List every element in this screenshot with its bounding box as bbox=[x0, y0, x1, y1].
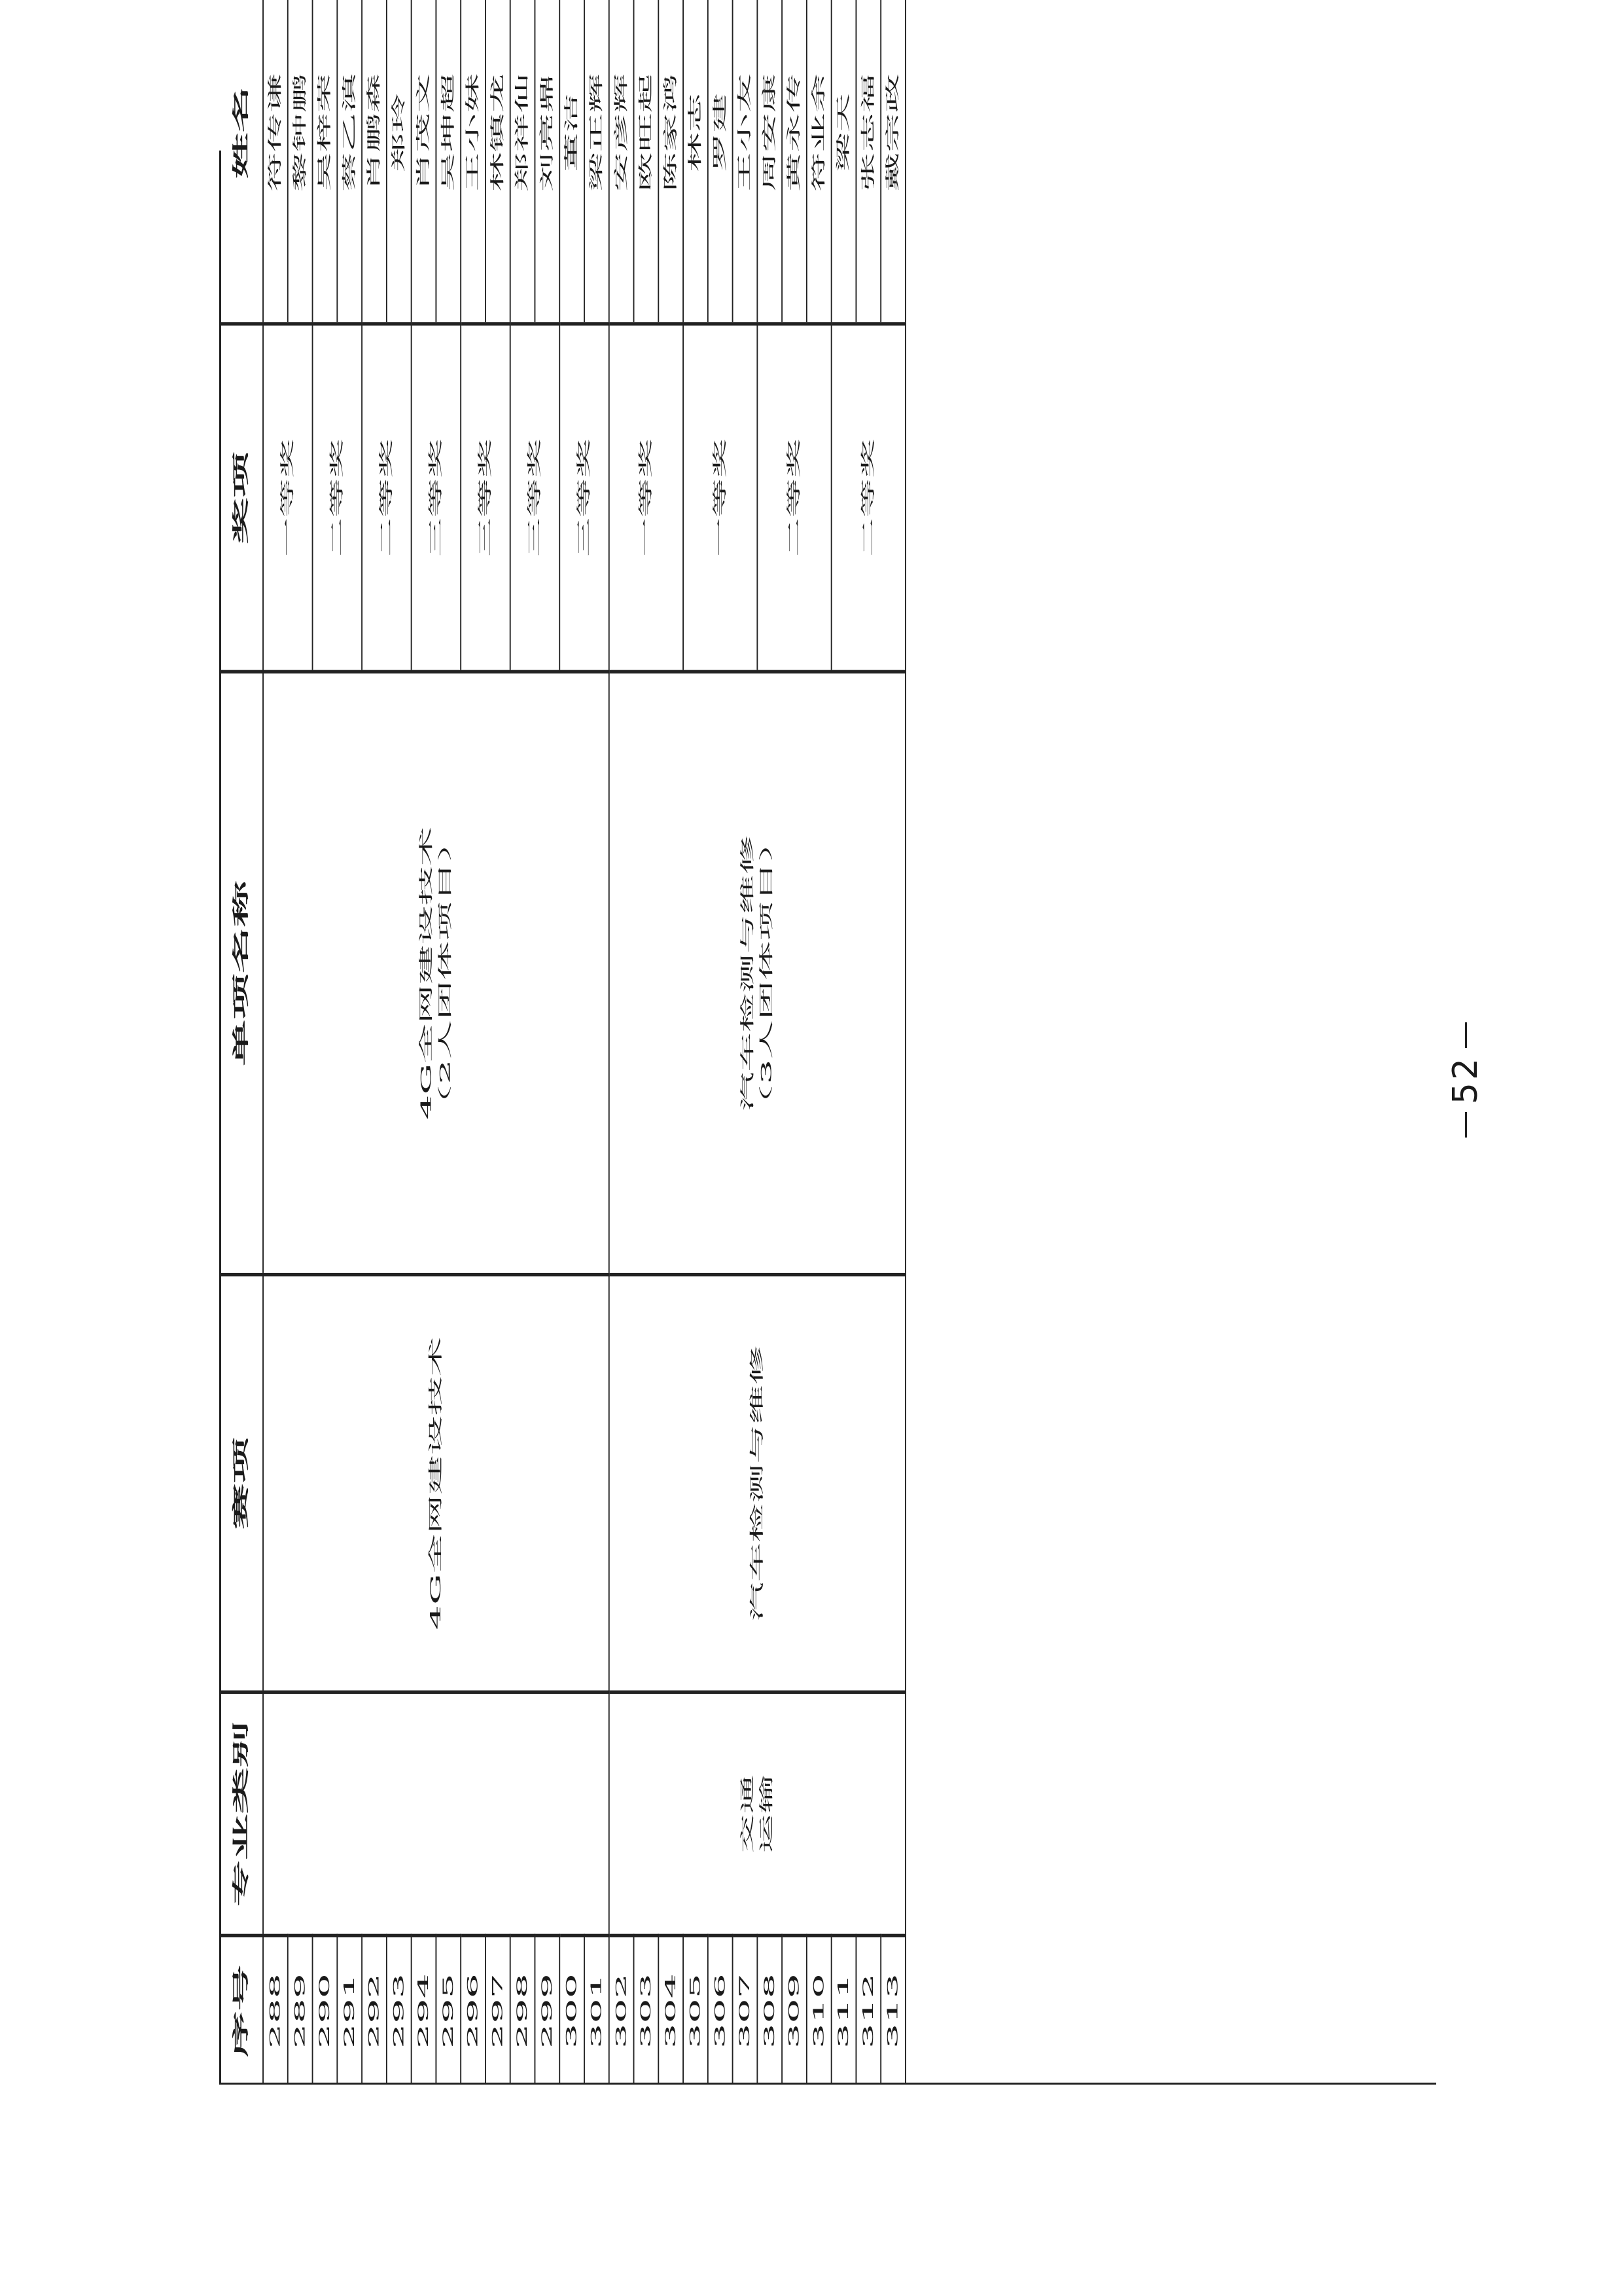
award-cell: 三等奖 bbox=[560, 322, 610, 670]
page-number-text: 52 bbox=[1446, 1055, 1485, 1105]
seq-cell: 303 bbox=[634, 1934, 659, 2085]
seq-cell: 300 bbox=[560, 1934, 585, 2085]
award-cell: 二等奖 bbox=[832, 322, 906, 670]
seq-cell: 305 bbox=[684, 1934, 709, 2085]
name-cell: 黄永传 bbox=[783, 0, 807, 322]
header-category: 专业类别 bbox=[219, 1691, 264, 1934]
seq-cell: 296 bbox=[461, 1934, 486, 2085]
award-cell: 二等奖 bbox=[313, 322, 363, 670]
seq-cell: 288 bbox=[264, 1934, 289, 2085]
name-cell: 符业余 bbox=[807, 0, 832, 322]
seq-cell: 306 bbox=[709, 1934, 733, 2085]
award-cell: 二等奖 bbox=[758, 322, 832, 670]
awards-table bbox=[219, 0, 906, 2085]
name-cell: 刘亮鼎 bbox=[535, 0, 560, 322]
award-cell: 三等奖 bbox=[412, 322, 462, 670]
name-cell: 梁正辉 bbox=[585, 0, 610, 322]
name-cell: 王小妹 bbox=[461, 0, 486, 322]
item-cell: 4G全网建设技术 （2人团体项目） bbox=[264, 670, 610, 1273]
dash-left bbox=[1465, 1112, 1467, 1138]
seq-cell: 307 bbox=[733, 1934, 758, 2085]
award-cell: 三等奖 bbox=[511, 322, 561, 670]
seq-cell: 294 bbox=[412, 1934, 437, 2085]
name-cell: 肖鹏森 bbox=[362, 0, 387, 322]
name-cell: 蔡乙滇 bbox=[338, 0, 362, 322]
header-award: 奖项 bbox=[219, 322, 264, 670]
seq-cell: 302 bbox=[610, 1934, 635, 2085]
seq-cell: 298 bbox=[511, 1934, 536, 2085]
name-cell: 吴梓荣 bbox=[313, 0, 338, 322]
item-cell: 汽车检测与维修 （3人团体项目） bbox=[610, 670, 906, 1273]
header-name: 姓名 bbox=[219, 0, 264, 322]
name-cell: 戴宗政 bbox=[881, 0, 906, 322]
header-event: 赛项 bbox=[219, 1273, 264, 1691]
name-cell: 林镇龙 bbox=[486, 0, 511, 322]
seq-cell: 295 bbox=[436, 1934, 461, 2085]
dash-right bbox=[1465, 1022, 1467, 1048]
seq-cell: 292 bbox=[362, 1934, 387, 2085]
rotated-page bbox=[219, 73, 1436, 2085]
seq-cell: 304 bbox=[659, 1934, 684, 2085]
name-cell: 符传谦 bbox=[264, 0, 289, 322]
event-cell: 汽车检测与维修 bbox=[610, 1273, 906, 1691]
name-cell: 张志福 bbox=[856, 0, 881, 322]
award-cell: 一等奖 bbox=[610, 322, 684, 670]
seq-cell: 297 bbox=[486, 1934, 511, 2085]
event-cell: 4G全网建设技术 bbox=[264, 1273, 610, 1691]
seq-cell: 290 bbox=[313, 1934, 338, 2085]
seq-cell: 293 bbox=[387, 1934, 412, 2085]
seq-cell: 308 bbox=[758, 1934, 783, 2085]
award-cell: 一等奖 bbox=[264, 322, 313, 670]
category-cell bbox=[264, 1691, 610, 1934]
name-cell: 董洁 bbox=[560, 0, 585, 322]
header-seq: 序号 bbox=[219, 1934, 264, 2085]
name-cell: 郑玲 bbox=[387, 0, 412, 322]
name-cell: 周安康 bbox=[758, 0, 783, 322]
page-number bbox=[1426, 1014, 1505, 1145]
name-cell: 肖茂文 bbox=[412, 0, 437, 322]
name-cell: 陈家鸿 bbox=[659, 0, 684, 322]
name-cell: 欧旺起 bbox=[634, 0, 659, 322]
seq-cell: 309 bbox=[783, 1934, 807, 2085]
name-cell: 郑祥仙 bbox=[511, 0, 536, 322]
award-cell: 一等奖 bbox=[684, 322, 758, 670]
seq-cell: 310 bbox=[807, 1934, 832, 2085]
name-cell: 吴坤超 bbox=[436, 0, 461, 322]
category-cell: 交通 运输 bbox=[610, 1691, 906, 1934]
seq-cell: 301 bbox=[585, 1934, 610, 2085]
seq-cell: 311 bbox=[832, 1934, 857, 2085]
name-cell: 梁天 bbox=[832, 0, 857, 322]
seq-cell: 312 bbox=[856, 1934, 881, 2085]
header-item: 单项名称 bbox=[219, 670, 264, 1273]
name-cell: 安彦辉 bbox=[610, 0, 635, 322]
seq-cell: 291 bbox=[338, 1934, 362, 2085]
name-cell: 黎钟鹏 bbox=[289, 0, 313, 322]
award-cell: 二等奖 bbox=[362, 322, 412, 670]
seq-cell: 289 bbox=[289, 1934, 313, 2085]
name-cell: 林志 bbox=[684, 0, 709, 322]
award-cell: 三等奖 bbox=[461, 322, 511, 670]
name-cell: 罗建 bbox=[709, 0, 733, 322]
seq-cell: 313 bbox=[881, 1934, 906, 2085]
seq-cell: 299 bbox=[535, 1934, 560, 2085]
name-cell: 王小友 bbox=[733, 0, 758, 322]
